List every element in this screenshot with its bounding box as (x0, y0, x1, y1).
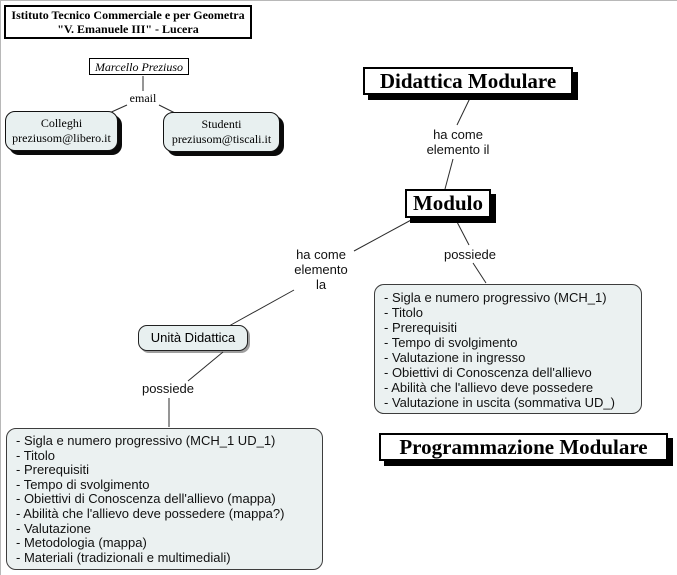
concept-programmazione-modulare[interactable]: Programmazione Modulare (379, 433, 668, 461)
link-possiede-unita[interactable]: possiede (141, 381, 195, 396)
list-item: - Obiettivi di Conoscenza dell'allievo (mappa) (16, 491, 276, 507)
connector-possiede-modulolist (473, 263, 486, 283)
concept-modulo[interactable]: Modulo (405, 189, 491, 218)
connector-link-unita (229, 290, 294, 326)
colleagues-title: Colleghi (40, 116, 83, 130)
list-item: - Obiettivi di Conoscenza dell'allievo (384, 365, 592, 380)
students-node[interactable] (163, 112, 280, 152)
link-line: la (315, 277, 327, 292)
list-item: - Valutazione (16, 520, 91, 536)
link-ha-come-elemento-la[interactable] (289, 247, 353, 292)
link-possiede-modulo[interactable]: possiede (443, 247, 497, 262)
colleagues-node[interactable] (5, 111, 118, 151)
list-item: - Sigla e numero progressivo (MCH_1 UD_1) (16, 433, 276, 448)
link-line: elemento il (426, 142, 490, 157)
students-title: Studenti (201, 117, 242, 131)
list-item: - Prerequisiti (384, 320, 457, 335)
list-item: - Valutazione in ingresso (384, 350, 526, 365)
list-item: - Valutazione in uscita (sommativa UD_) (384, 395, 615, 410)
link-line: ha come (296, 247, 346, 262)
unita-properties-node[interactable] (6, 428, 323, 570)
school-title-node[interactable] (4, 5, 252, 39)
concept-unita-didattica[interactable]: Unità Didattica (138, 325, 248, 351)
connector-unita-possiede (188, 352, 223, 381)
connector-link-modulo (445, 159, 453, 189)
students-email: preziusom@tiscali.it (171, 132, 272, 146)
list-item: - Prerequisiti (16, 462, 89, 478)
list-item: - Materiali (tradizionali e multimediali) (16, 549, 231, 565)
connector-modulo-link-la (354, 219, 413, 251)
link-line: ha come (433, 127, 483, 142)
concept-didattica-modulare[interactable]: Didattica Modulare (363, 67, 573, 95)
author-name-node[interactable]: Marcello Preziuso (89, 58, 189, 75)
email-link-label[interactable]: email (129, 91, 157, 105)
school-title-line1: Istituto Tecnico Commerciale e per Geometra (11, 8, 245, 22)
link-ha-come-elemento-il[interactable] (416, 127, 500, 157)
link-line: elemento (294, 262, 348, 277)
list-item: - Titolo (16, 447, 56, 463)
list-item: - Abilità che l'allievo deve possedere (mappa?) (16, 505, 285, 521)
list-item: - Sigla e numero progressivo (MCH_1) (384, 290, 607, 305)
list-item: - Metodologia (mappa) (16, 535, 147, 551)
school-title-line2: "V. Emanuele III" - Lucera (57, 22, 199, 36)
connector-didattica-link (457, 96, 471, 125)
connector-modulo-possiede (456, 220, 469, 245)
colleagues-email: preziusom@libero.it (12, 131, 111, 145)
list-item: - Titolo (384, 305, 424, 320)
modulo-properties-node[interactable] (374, 284, 642, 414)
list-item: - Abilità che l'allievo deve possedere (384, 380, 594, 395)
list-item: - Tempo di svolgimento (16, 476, 150, 492)
list-item: - Tempo di svolgimento (384, 335, 518, 350)
